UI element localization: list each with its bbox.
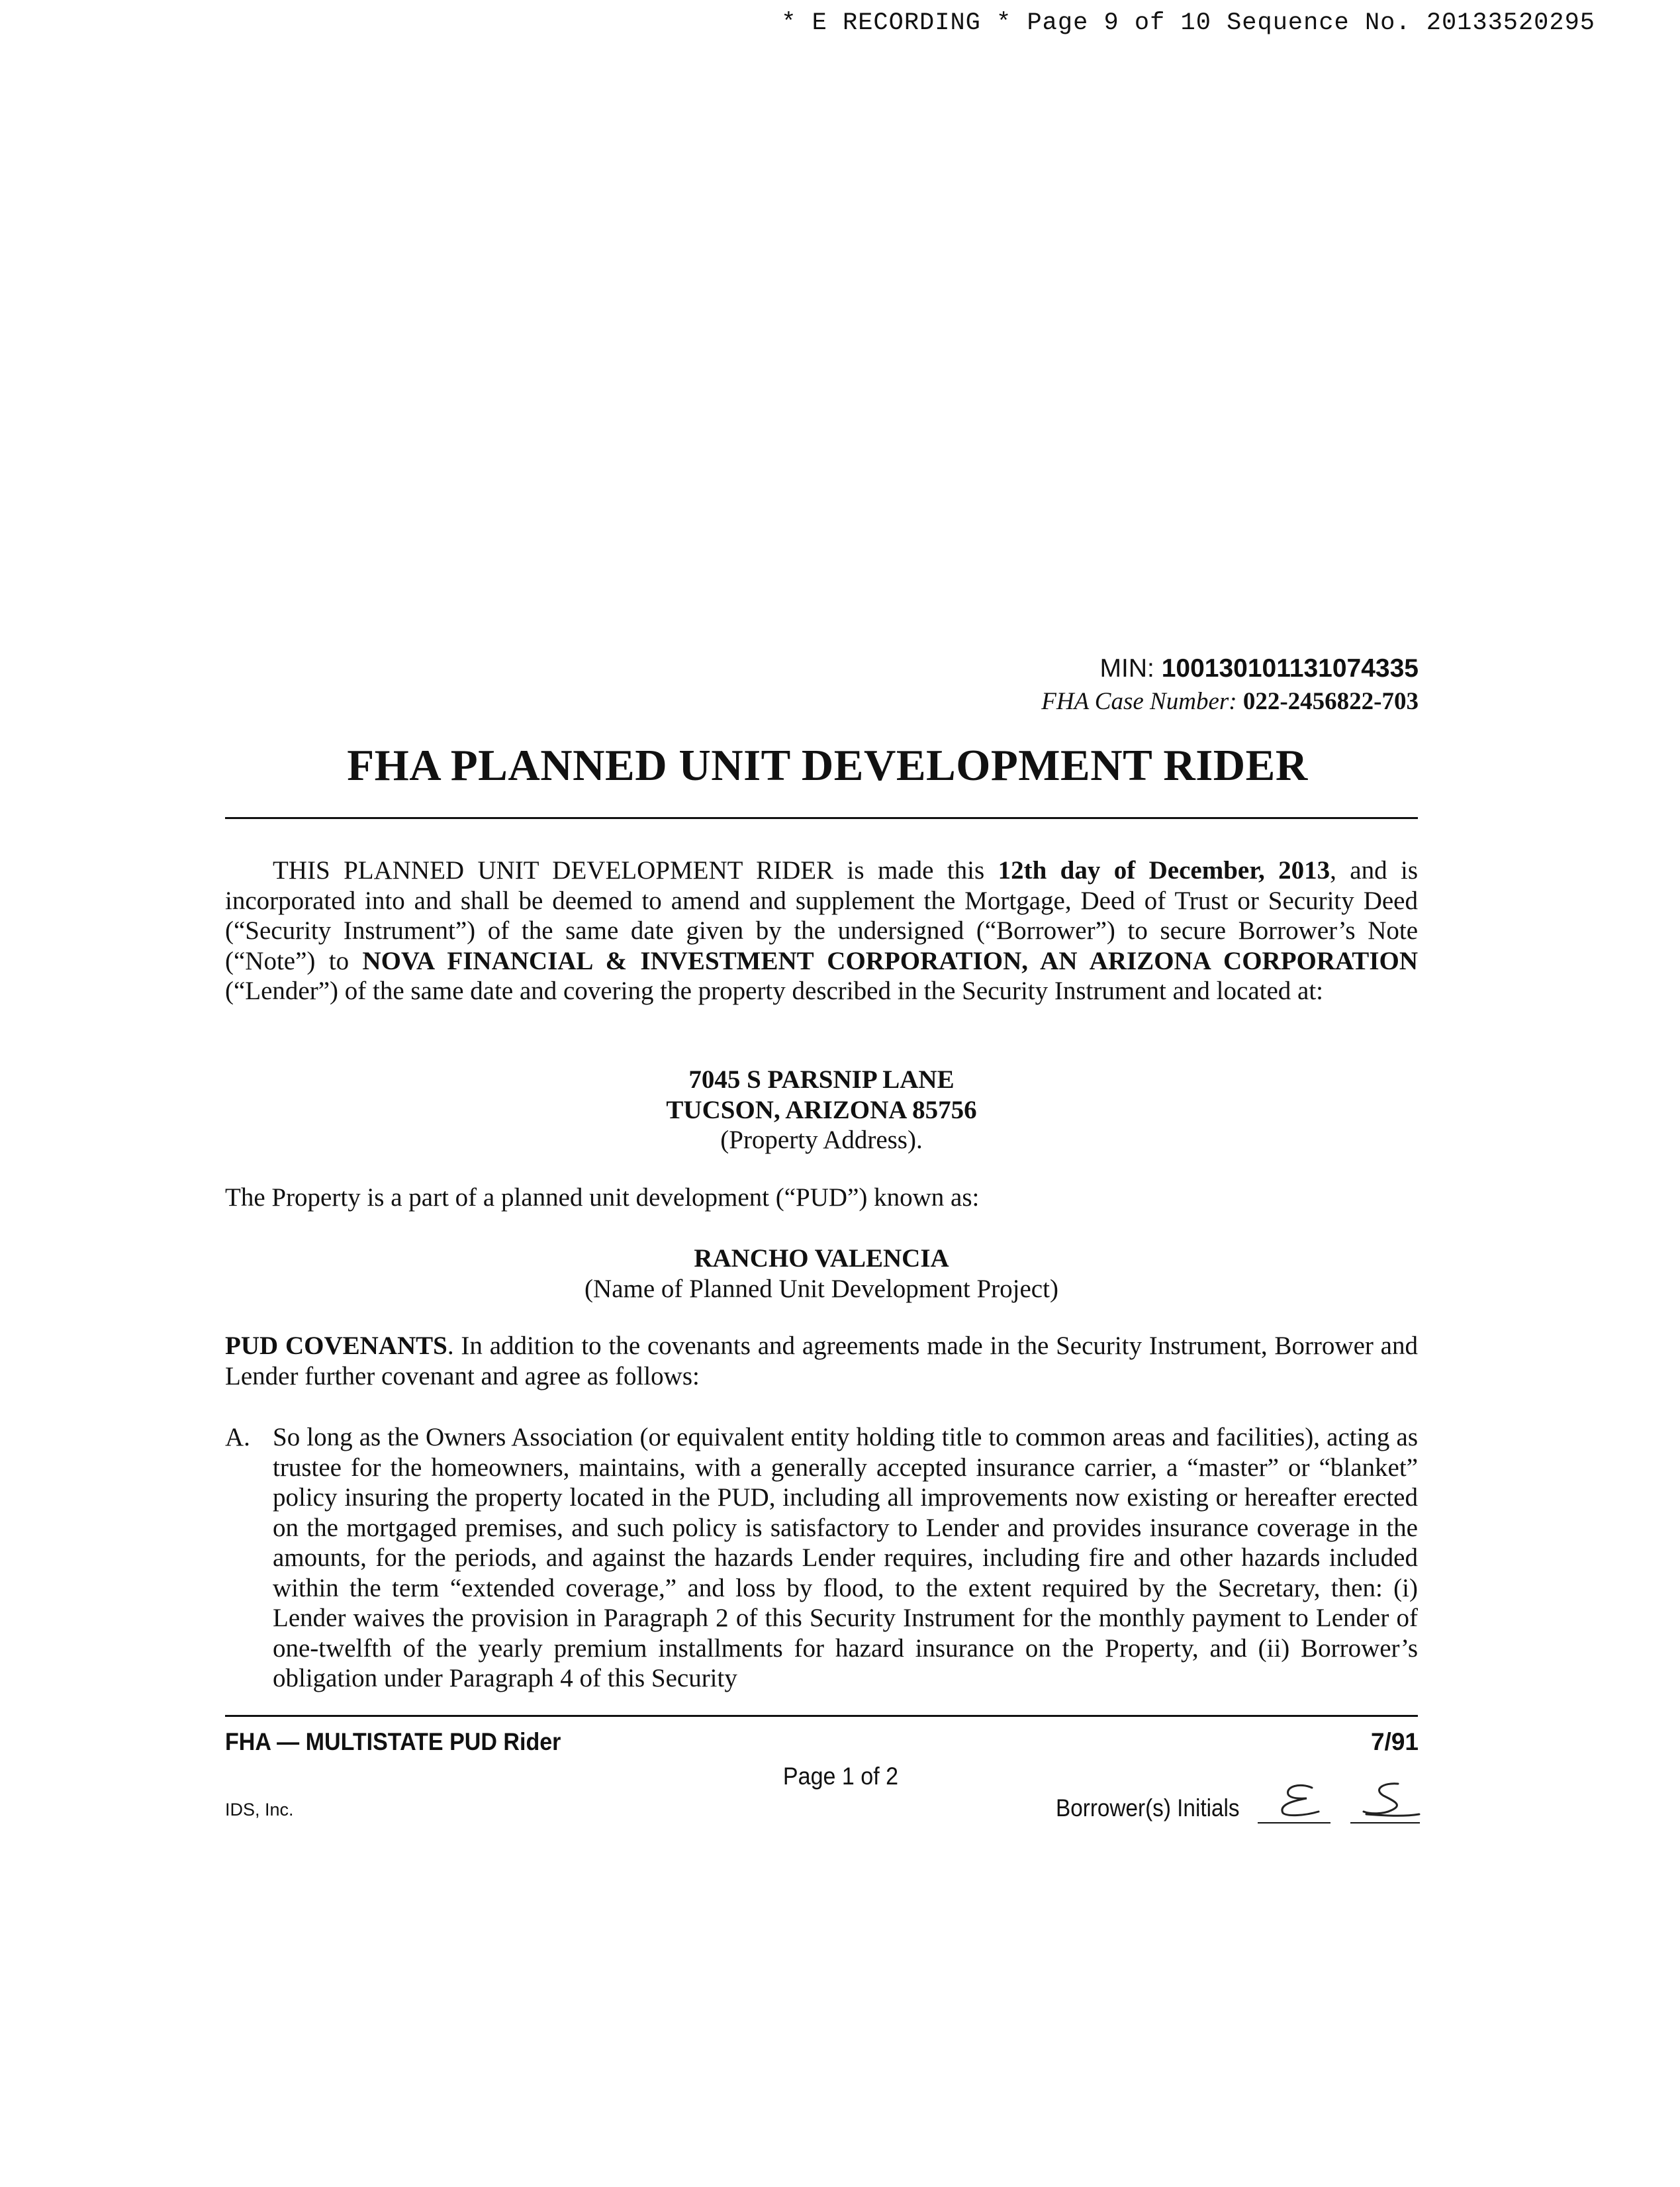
- initial-line-2: [1350, 1822, 1420, 1823]
- covenants-heading: PUD COVENANTS: [225, 1332, 447, 1360]
- recording-header: * E RECORDING * Page 9 of 10 Sequence No. 20133520295: [781, 9, 1595, 37]
- intro-paragraph: [225, 855, 1418, 1006]
- pud-intro: The Property is a part of a planned unit development (“PUD”) known as:: [225, 1183, 980, 1212]
- rider-date: 12th day of December, 2013: [998, 856, 1330, 885]
- pud-covenants-paragraph: [225, 1331, 1418, 1391]
- property-street: 7045 S PARSNIP LANE: [688, 1065, 955, 1094]
- form-date: 7/91: [1370, 1728, 1419, 1755]
- lender-name: NOVA FINANCIAL & INVESTMENT CORPORATION, AN ARIZONA CORPORATION: [362, 946, 1418, 975]
- project-caption: (Name of Planned Unit Development Project): [584, 1274, 1058, 1303]
- vendor-name: IDS, Inc.: [225, 1800, 294, 1820]
- footer-divider: [225, 1715, 1418, 1717]
- property-city: TUCSON, ARIZONA 85756: [666, 1095, 977, 1124]
- page-number: Page 1 of 2: [782, 1763, 899, 1790]
- property-caption: (Property Address).: [720, 1126, 923, 1154]
- item-a-letter: A.: [225, 1423, 250, 1451]
- form-name: FHA — MULTISTATE PUD Rider: [225, 1728, 561, 1755]
- project-name: RANCHO VALENCIA: [694, 1244, 949, 1273]
- intro-text-3: (“Lender”) of the same date and covering the property described in the Security Instrument and located at:: [225, 977, 1324, 1005]
- case-label: FHA Case Number:: [1041, 688, 1237, 715]
- initial-line-1: [1258, 1822, 1330, 1823]
- property-address-block: [225, 1065, 1418, 1155]
- title-divider: [225, 817, 1418, 819]
- min-number: [1100, 654, 1419, 683]
- case-value: 022-2456822-703: [1242, 688, 1419, 715]
- intro-text-2: , and is incorporated into and shall be deemed to amend and supplement the Mortgage, Deed of Trust or Security Deed (“Security Instrument”) of the same date given by the undersigned (“Borrower”) to secure Borrower’s Note (“Note”) to: [225, 856, 1419, 975]
- document-title: FHA PLANNED UNIT DEVELOPMENT RIDER: [347, 741, 1308, 790]
- borrower-initial-1-icon: [1266, 1776, 1332, 1822]
- fha-case-number: [1041, 687, 1419, 716]
- project-block: [225, 1243, 1418, 1304]
- min-value: 100130101131074335: [1161, 654, 1419, 683]
- item-a-text: So long as the Owners Association (or equivalent entity holding title to common areas and facilities), acting as trustee for the homeowners, maintains, with a generally accepted insurance carrier, a “master” or “blanket” policy insuring the property located in the PUD, including all improvements now existing or hereafter erected on the mortgaged premises, and such policy is satisfactory to Lender and provides insurance coverage in the amounts, for the periods, and against the hazards Lender requires, including fire and other hazards included within the term “extended coverage,” and loss by flood, to the extent required by the Secretary, then: (i) Lender waives the provision in Paragraph 2 of this Security Instrument for the monthly payment to Lender of one-twelfth of the yearly premium installments for hazard insurance on the Property, and (ii) Borrower’s obligation under Paragraph 4 of this Security: [273, 1423, 1418, 1692]
- covenants-text: . In addition to the covenants and agreements made in the Security Instrument, Borrower and Lender further covenant and agree as follows:: [225, 1332, 1418, 1390]
- intro-text-1: THIS PLANNED UNIT DEVELOPMENT RIDER is made this: [273, 856, 998, 885]
- min-label: MIN:: [1099, 654, 1154, 683]
- borrower-initial-2-icon: [1357, 1776, 1423, 1822]
- initials-label: Borrower(s) Initials: [1056, 1794, 1240, 1822]
